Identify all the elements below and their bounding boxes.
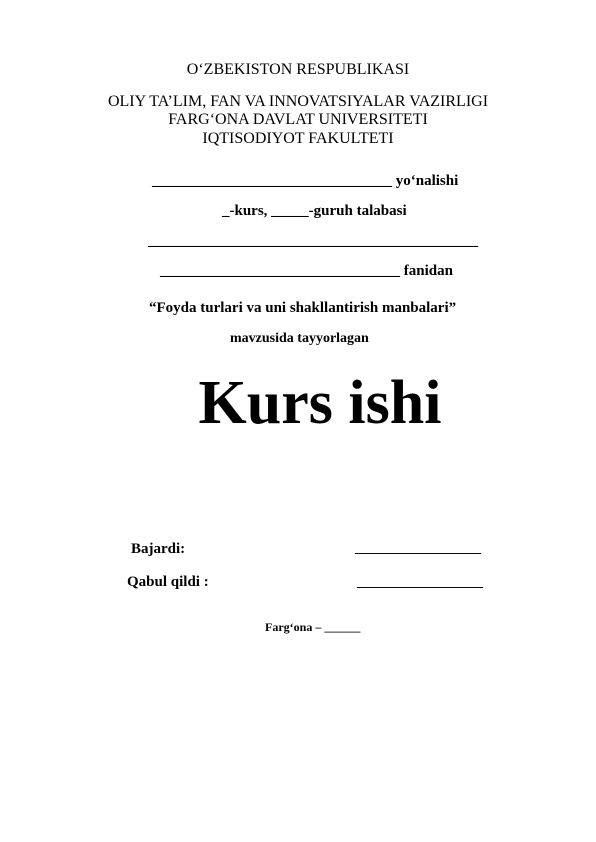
done-by-signature-line: __________________ bbox=[355, 541, 481, 556]
ministry-heading: OLIY TA’LIM, FAN VA INNOVATSIYALAR VAZIRLIGI bbox=[107, 93, 489, 110]
university-heading: FARG‘ONA DAVLAT UNIVERSITETI bbox=[168, 111, 428, 128]
faculty-heading: IQTISODIYOT FAKULTETI bbox=[202, 130, 394, 147]
accepted-by-label: Qabul qildi : bbox=[127, 574, 209, 590]
place-year-footer: Farg‘ona – ______ bbox=[265, 620, 361, 634]
republic-heading: O‘ZBEKISTON RESPUBLIKASI bbox=[186, 61, 410, 78]
done-by-label: Bajardi: bbox=[131, 541, 186, 557]
topic-title: “Foyda turlari va uni shakllantirish manbalari” bbox=[149, 300, 457, 316]
accepted-by-signature-line: __________________ bbox=[357, 575, 483, 590]
course-group-field: _-kurs, _____-guruh talabasi bbox=[222, 203, 407, 219]
topic-caption: mavzusida tayyorlagan bbox=[230, 331, 369, 346]
subject-field: ________________________________ fanidan bbox=[160, 263, 453, 279]
student-name-field: ____________________________________________ bbox=[148, 233, 478, 249]
document-type-title: Kurs ishi bbox=[198, 369, 442, 437]
direction-field: ________________________________ yo‘nalishi bbox=[152, 173, 459, 189]
